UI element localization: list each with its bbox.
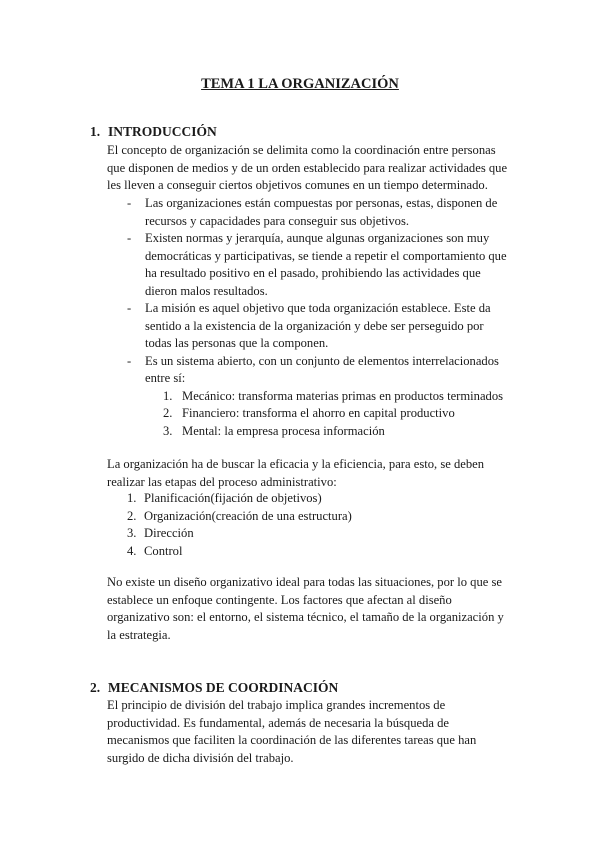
list-item-line: dieron malos resultados. [145,283,268,298]
list-item [163,423,527,441]
paragraph-line: la estrategia. [107,627,171,642]
process-steps-list [127,490,352,560]
list-item [127,195,527,230]
list-item-line: La misión es aquel objetivo que toda organización establece. Este da [145,301,491,315]
item-number: 2. [163,406,173,420]
item-number: 1. [163,388,173,403]
closing-paragraph [107,574,527,644]
dash-marker: - [127,353,132,368]
paragraph-line: El concepto de organización se delimita como la coordinación entre personas [107,143,496,157]
list-item-line: democráticas y participativas, se tiende a repetir el comportamiento que [145,248,507,263]
paragraph-line: les lleven a conseguir ciertos objetivos comunes en un tiempo determinado. [107,178,488,192]
page-title: TEMA 1 LA ORGANIZACIÓN [201,76,399,92]
section-heading-text: MECANISMOS DE COORDINACIÓN [108,680,339,695]
paragraph-line: realizar las etapas del proceso administrativo: [107,474,337,489]
coordination-paragraph [107,697,527,767]
paragraph-line: El principio de división del trabajo implica grandes incrementos de [107,698,446,712]
section-number: 2. [90,680,101,695]
item-text: Mental: la empresa procesa información [182,423,385,438]
section-heading-mecanismos [90,680,338,696]
step-text: Planificación(fijación de objetivos) [144,491,322,505]
paragraph-line: surgido de dicha división del trabajo. [107,750,294,765]
step-text: Dirección [144,526,194,540]
list-item [163,388,527,406]
section-heading-text: INTRODUCCIÓN [108,124,217,139]
dash-marker: - [127,301,132,315]
list-item [127,543,352,561]
dash-marker: - [127,196,132,210]
organization-traits-list [127,195,527,440]
list-item-line: sentido a la existencia de la organización y debe ser perseguido por [145,318,484,333]
list-item-line: Existen normas y jerarquía, aunque algunas organizaciones son muy [145,231,490,245]
section-number: 1. [90,124,101,139]
list-item-line: todas las personas que la componen. [145,336,329,350]
item-number: 3. [163,423,173,438]
paragraph-line: mecanismos que faciliten la coordinación de las diferentes tareas que han [107,733,477,747]
process-paragraph [107,456,527,491]
step-text: Control [144,543,183,558]
list-item-line: recursos y capacidades para conseguir sus objetivos. [145,213,410,228]
paragraph-line: La organización ha de buscar la eficacia y la eficiencia, para esto, se deben [107,457,485,471]
item-text: Financiero: transforma el ahorro en capital productivo [182,406,455,420]
paragraph-line: No existe un diseño organizativo ideal para todas las situaciones, por lo que se [107,575,502,589]
step-text: Organización(creación de una estructura) [144,508,352,523]
step-number: 1. [127,491,137,505]
section-heading-introduccion [90,124,217,140]
list-item [127,353,527,441]
item-text: Mecánico: transforma materias primas en productos terminados [182,388,504,403]
step-number: 2. [127,508,137,523]
list-item [127,230,527,300]
paragraph-line: que disponen de medios y de un orden establecido para realizar actividades que [107,160,508,175]
list-item-line: entre sí: [145,371,186,385]
step-number: 3. [127,526,137,540]
list-item [127,490,352,508]
list-item-line: ha resultado positivo en el pasado, prohibiendo las actividades que [145,266,481,280]
list-item [127,525,352,543]
system-types-list [145,388,527,441]
paragraph-line: establece un enfoque contingente. Los factores que afectan al diseño [107,592,452,607]
step-number: 4. [127,543,137,558]
intro-paragraph [107,142,527,195]
list-item-line: Es un sistema abierto, con un conjunto de elementos interrelacionados [145,353,499,368]
paragraph-line: organizativo son: el entorno, el sistema técnico, el tamaño de la organización y [107,610,504,624]
list-item [127,508,352,526]
list-item-line: Las organizaciones están compuestas por personas, estas, disponen de [145,196,498,210]
list-item [163,405,527,423]
list-item [127,300,527,353]
paragraph-line: productividad. Es fundamental, además de necesaria la búsqueda de [107,715,449,730]
dash-marker: - [127,231,132,245]
